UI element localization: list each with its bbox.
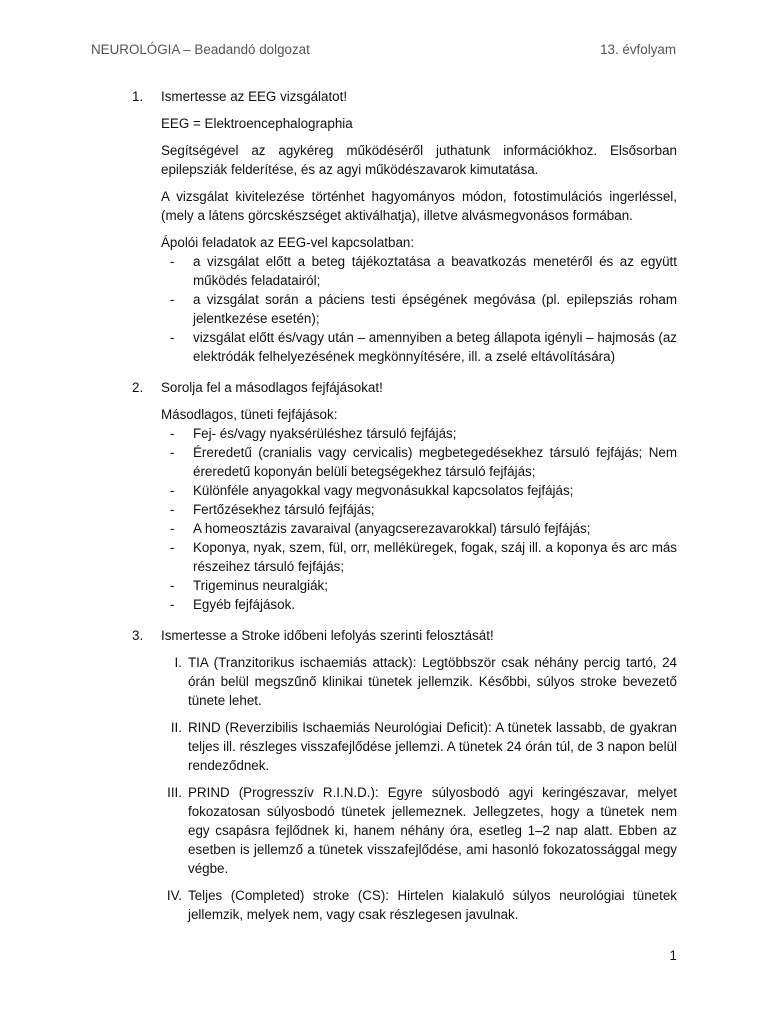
list-item: - Fertőzésekhez társuló fejfájás; [161,500,677,519]
dash-bullet: - [170,578,175,593]
question-2 [132,378,677,614]
header-title: NEUROLÓGIA – Beadandó dolgozat [91,42,310,57]
list-item: - Fej- és/vagy nyaksérüléshez társuló fejfájás; [161,424,677,443]
roman-numeral: III. [167,785,182,800]
question-title: Sorolja fel a másodlagos fejfájásokat! [161,380,383,395]
question-title: Ismertesse az EEG vizsgálatot! [161,89,348,104]
paragraph: A vizsgálat kivitelezése történhet hagyományos módon, fotostimulációs ingerléssel, (mely a látens görcskészséget aktiválhatja), illetve alvásmegvonásos formában. [161,189,677,223]
dash-bullet: - [170,521,175,536]
header-grade: 13. évfolyam [600,42,676,57]
dash-bullet: - [170,445,175,460]
document-body [132,87,677,932]
list-item: II. RIND (Reverzibilis Ischaemiás Neurológiai Deficit): A tünetek lassabb, de gyakran teljes ill. részleges visszafejlődése jellemzi. A tünetek 24 órán túl, de 3 napon belül rendeződnek. [161,718,677,775]
dash-bullet: - [170,254,175,269]
dash-bullet: - [170,483,175,498]
list-item: - A homeosztázis zavaraival (anyagcserezavarokkal) társuló fejfájás; [161,519,677,538]
dash-bullet: - [170,292,175,307]
dash-bullet: - [170,540,175,555]
list-item: - a vizsgálat előtt a beteg tájékoztatása a beavatkozás menetéről és az együtt működés feladatairól; [161,252,677,290]
dash-bullet: - [170,330,175,345]
list-item: III. PRIND (Progresszív R.I.N.D.): Egyre súlyosbodó agyi keringészavar, melyet fokozatosan súlyosbodó tünetek jellemeznek. Jellegzetes, hogy a tünetek nem egy csapásra fejlődnek ki, hanem néhány óra, esetleg 1–2 nap alatt. Ebben az esetben is jellemző a tünetek visszafejlődése, ami hasonló fokozatossággal megy végbe. [161,783,677,878]
question-title: Ismertesse a Stroke időbeni lefolyás szerinti felosztását! [161,628,494,643]
list-item: - a vizsgálat során a páciens testi épségének megóvása (pl. epilepsziás roham jelentkezése esetén); [161,290,677,328]
list-item: - Éreredetű (cranialis vagy cervicalis) megbetegedésekhez társuló fejfájás; Nem éreredetű koponyán belüli betegségekhez társuló fejfájás; [161,443,677,481]
question-3 [132,626,677,924]
paragraph: Ápolói feladatok az EEG-vel kapcsolatban: [161,235,415,250]
page-header [91,40,676,59]
question-1 [132,87,677,366]
list-item: I. TIA (Tranzitorikus ischaemiás attack): Legtöbbször csak néhány percig tartó, 24 órán belül megszűnő klinikai tünetek jellemzik. Későbbi, súlyos stroke bevezető tünete lehet. [161,653,677,710]
question-number: 1. [132,89,144,104]
list-item: - Különféle anyagokkal vagy megvonásukkal kapcsolatos fejfájás; [161,481,677,500]
paragraph: EEG = Elektroencephalographia [161,116,353,131]
list-item: - Egyéb fejfájások. [161,595,677,614]
question-number: 2. [132,380,144,395]
paragraph: Másodlagos, tüneti fejfájások: [161,407,338,422]
dash-bullet: - [170,426,175,441]
list-item: - vizsgálat előtt és/vagy után – amennyiben a beteg állapota igényli – hajmosás (az elektródák felhelyezésének megkönnyítésére, ill. a zselé eltávolítására) [161,328,677,366]
list-item: - Koponya, nyak, szem, fül, orr, melléküregek, fogak, száj ill. a koponya és arc más részeihez társuló fejfájás; [161,538,677,576]
roman-numeral: II. [170,720,182,735]
paragraph: Segítségével az agykéreg működéséről juthatunk információkhoz. Elsősorban epilepsziák felderítése, és az agyi működészavarok kimutatása. [161,143,677,177]
list-item: - Trigeminus neuralgiák; [161,576,677,595]
roman-numeral: IV. [166,888,182,903]
dash-bullet: - [170,597,175,612]
headache-types-list [161,424,677,614]
dash-bullet: - [170,502,175,517]
page-number: 1 [669,948,677,963]
question-number: 3. [132,628,144,643]
stroke-classification-list [161,653,677,924]
list-item: IV. Teljes (Completed) stroke (CS): Hirtelen kialakuló súlyos neurológiai tünetek jellemzik, melyek nem, vagy csak részlegesen javulnak. [161,886,677,924]
roman-numeral: I. [174,655,182,670]
nursing-tasks-list [161,252,677,366]
